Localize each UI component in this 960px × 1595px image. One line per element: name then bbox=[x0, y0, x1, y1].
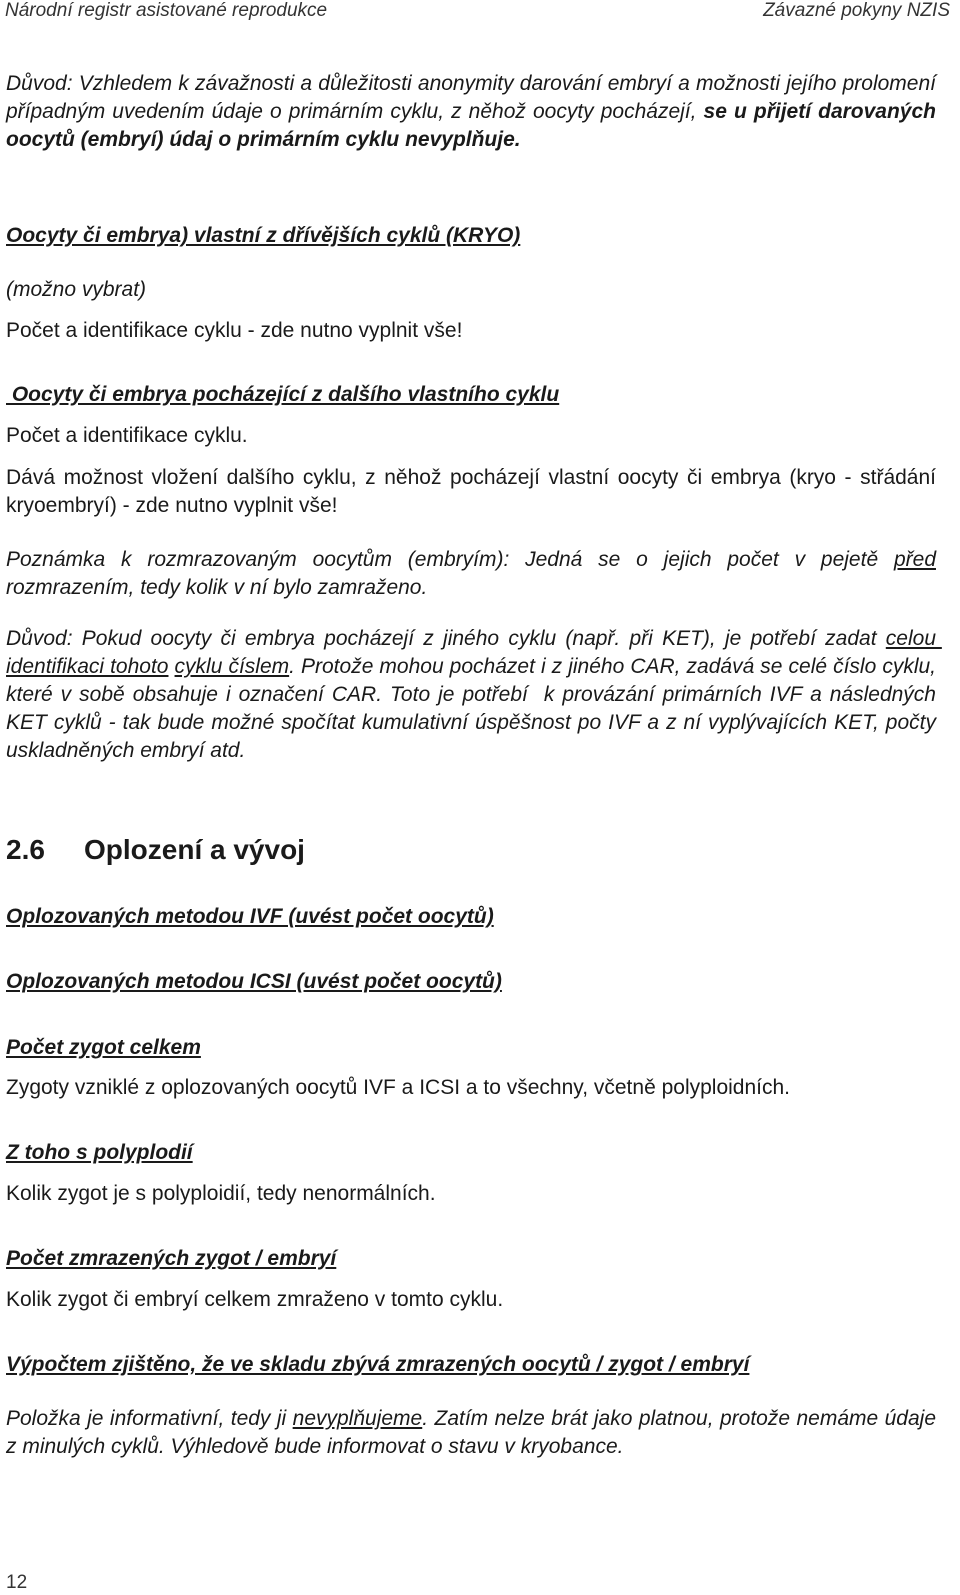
section-number: 2.6 bbox=[6, 834, 45, 865]
note-optional: (možno vybrat) bbox=[6, 278, 147, 301]
page-header bbox=[5, 0, 950, 22]
heading-polyploidy: Z toho s polyplodií bbox=[6, 1141, 193, 1164]
note-thawed-oocytes: Poznámka k rozmrazovaným oocytům (embryím): Jedná se o jejich počet v pejetě před rozmrazením, tedy kolik v ní bylo zamraženo. bbox=[6, 548, 936, 599]
heading-zygotes-total: Počet zygot celkem bbox=[6, 1036, 201, 1059]
section-heading-2-6 bbox=[6, 832, 305, 868]
text-polyploidy: Kolik zygot je s polyploidií, tedy nenormálních. bbox=[6, 1182, 436, 1205]
reason-paragraph-cycle-id: Důvod: Pokud oocyty či embrya pocházejí z jiného cyklu (např. při KET), je potřebí zadat celou identifikaci tohoto cyklu číslem. Protože mohou pocházet i z jiného CAR, zadává se celé číslo cyklu, které v sobě obsahuje i označení CAR. Toto je potřebí k provázání primárních IVF a následných KET cyklů - tak bude možné spočítat kumulativní úspěšnost po IVF a z ní vyplývajících KET, počty uskladněných embryí atd. bbox=[6, 627, 942, 762]
text-kryo-count: Počet a identifikace cyklu - zde nutno vyplnit vše! bbox=[6, 319, 463, 342]
heading-icsi: Oplozovaných metodou ICSI (uvést počet oocytů) bbox=[6, 970, 502, 993]
header-left: Národní registr asistované reprodukce bbox=[5, 0, 328, 21]
heading-other-own-cycle: Oocyty či embrya pocházející z dalšího vlastního cyklu bbox=[6, 383, 560, 406]
text-zygotes-total: Zygoty vzniklé z oplozovaných oocytů IVF a ICSI a to všechny, včetně polyploidních. bbox=[6, 1076, 791, 1099]
text-add-cycle: Dává možnost vložení dalšího cyklu, z něhož pocházejí vlastní oocyty či embrya (kryo - střádání kryoembryí) - zde nutno vyplnit vše! bbox=[6, 466, 936, 517]
section-title: Oplození a vývoj bbox=[84, 834, 305, 865]
text-calculated-stock: Položka je informativní, tedy ji nevyplňujeme. Zatím nelze brát jako platnou, protože nemáme údaje z minulých cyklů. Výhledově bude informovat o stavu v kryobance. bbox=[6, 1407, 937, 1458]
page-number: 12 bbox=[6, 1572, 28, 1593]
text-cycle-count: Počet a identifikace cyklu. bbox=[6, 424, 248, 447]
heading-ivf: Oplozovaných metodou IVF (uvést počet oocytů) bbox=[6, 905, 494, 928]
heading-kryo-cycles: Oocyty či embrya) vlastní z dřívějších cyklů (KRYO) bbox=[6, 224, 521, 247]
heading-calculated-stock: Výpočtem zjištěno, že ve skladu zbývá zmrazených oocytů / zygot / embryí bbox=[6, 1353, 750, 1376]
header-right: Závazné pokyny NZIS bbox=[763, 0, 950, 21]
reason-paragraph-anonymity: Důvod: Vzhledem k závažnosti a důležitosti anonymity darování embryí a možnosti jejího prolomení případným uvedením údaje o primárním cyklu, z něhož oocyty pocházejí, se u přijetí darovaných oocytů (embryí) údaj o primárním cyklu nevyplňuje. bbox=[6, 72, 936, 151]
heading-frozen: Počet zmrazených zygot / embryí bbox=[6, 1247, 337, 1270]
text-frozen: Kolik zygot či embryí celkem zmraženo v tomto cyklu. bbox=[6, 1288, 504, 1311]
